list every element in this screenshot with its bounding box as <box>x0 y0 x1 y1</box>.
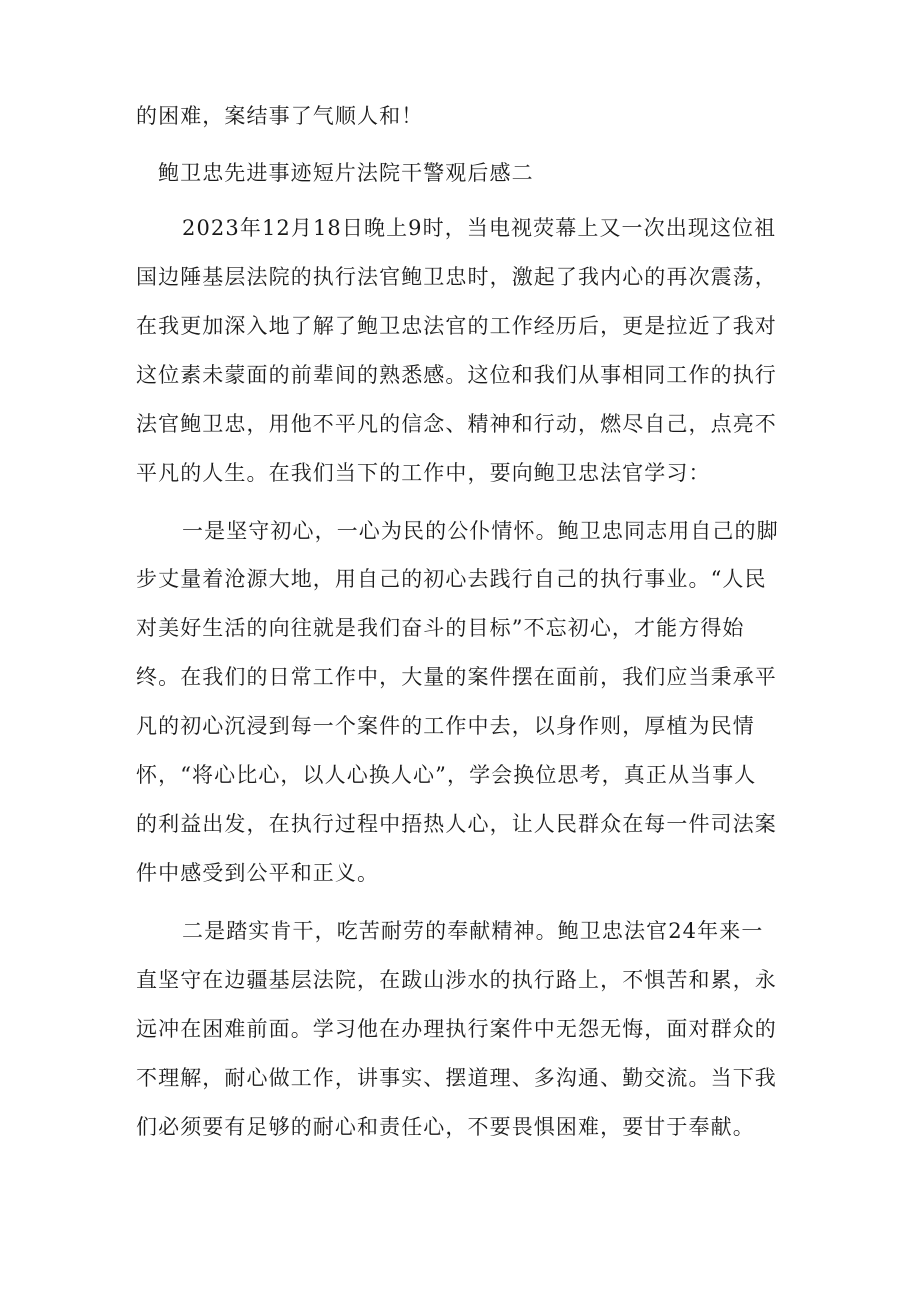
paragraph-3-line-1: 二是踏实肯干，吃苦耐劳的奉献精神。鲍卫忠法官24年来一 <box>182 919 764 943</box>
paragraph-2-line-7: 的利益出发，在执行过程中捂热人心，让人民群众在每一件司法案 <box>136 812 777 836</box>
paragraph-2-line-4: 终。在我们的日常工作中，大量的案件摆在面前，我们应当秉承平 <box>136 665 777 689</box>
paragraph-2-line-6: 怀，“将心比心，以人心换人心”，学会换位思考，真正从当事人 <box>136 763 757 787</box>
paragraph-1-line-6: 平凡的人生。在我们当下的工作中，要向鲍卫忠法官学习： <box>136 461 711 485</box>
paragraph-1-line-4: 这位素未蒙面的前辈间的熟悉感。这位和我们从事相同工作的执行 <box>136 363 777 387</box>
paragraph-2-line-5: 凡的初心沉浸到每一个案件的工作中去，以身作则，厚植为民情 <box>136 714 755 738</box>
paragraph-2-line-3: 对美好生活的向往就是我们奋斗的目标”不忘初心，才能方得始 <box>136 616 745 640</box>
paragraph-3-line-4: 不理解，耐心做工作，讲事实、摆道理、多沟通、勤交流。当下我 <box>136 1066 777 1090</box>
paragraph-1-line-5: 法官鲍卫忠，用他不平凡的信念、精神和行动，燃尽自己，点亮不 <box>136 412 777 436</box>
paragraph-2-line-8: 件中感受到公平和正义。 <box>136 861 380 885</box>
paragraph-1-line-2: 国边陲基层法院的执行法官鲍卫忠时，激起了我内心的再次震荡， <box>136 265 777 289</box>
paragraph-3-line-5: 们必须要有足够的耐心和责任心，不要畏惧困难，要甘于奉献。 <box>136 1115 755 1139</box>
paragraph-3-line-2: 直坚守在边疆基层法院，在跋山涉水的执行路上，不惧苦和累，永 <box>136 968 777 992</box>
paragraph-1-line-1: 2023年12月18日晚上9时，当电视荧幕上又一次出现这位祖 <box>182 216 777 240</box>
continuation-text: 的困难，案结事了气顺人和！ <box>136 104 424 128</box>
paragraph-1-line-3: 在我更加深入地了解了鲍卫忠法官的工作经历后，更是拉近了我对 <box>136 314 777 338</box>
paragraph-2-line-2: 步丈量着沧源大地，用自己的初心去践行自己的执行事业。“人民 <box>136 567 767 591</box>
section-heading: 鲍卫忠先进事迹短片法院干警观后感二 <box>158 161 534 185</box>
paragraph-2-line-1: 一是坚守初心，一心为民的公仆情怀。鲍卫忠同志用自己的脚 <box>182 519 779 543</box>
paragraph-3-line-3: 远冲在困难前面。学习他在办理执行案件中无怨无悔，面对群众的 <box>136 1017 777 1041</box>
